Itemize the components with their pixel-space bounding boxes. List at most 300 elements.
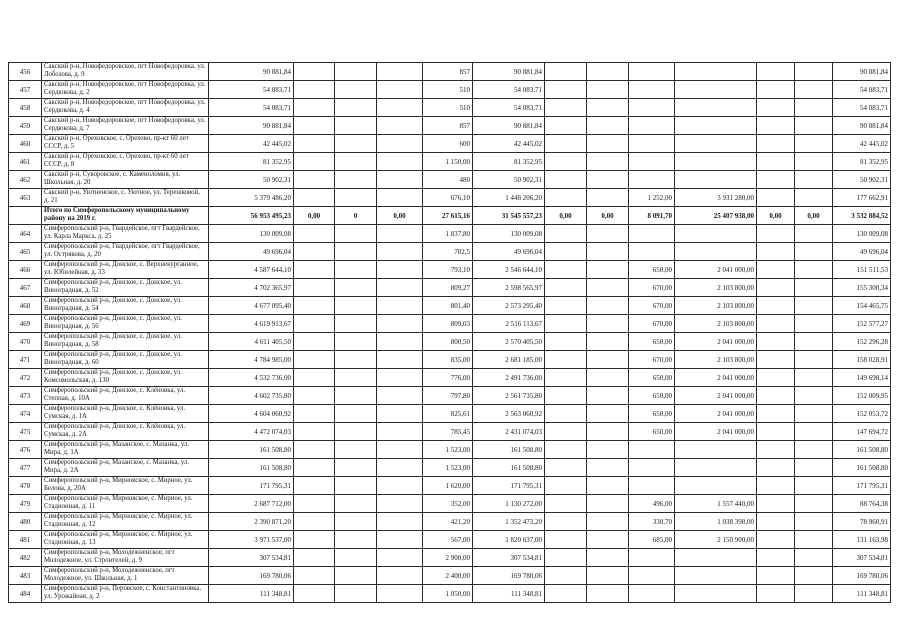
row-number-cell: 463 — [9, 189, 42, 207]
row-number-cell: 476 — [9, 441, 42, 459]
value-cell-c6: 161 508,80 — [473, 441, 545, 459]
value-cell-c7 — [545, 135, 587, 153]
value-cell-c11 — [757, 441, 795, 459]
value-cell-c6: 2 573 295,40 — [473, 297, 545, 315]
value-cell-c9 — [629, 441, 675, 459]
value-cell-c8 — [587, 441, 629, 459]
row-number-cell: 461 — [9, 153, 42, 171]
value-cell-c3: 0 — [335, 207, 377, 225]
table-row — [9, 297, 891, 315]
value-cell-c5: 809,27 — [423, 279, 473, 297]
value-cell-c1: 4 619 913,67 — [209, 315, 294, 333]
value-cell-c5: 510 — [423, 81, 473, 99]
value-cell-c10: 2 103 800,00 — [675, 279, 757, 297]
value-cell-c1: 90 881,84 — [209, 117, 294, 135]
value-cell-c4 — [377, 513, 423, 531]
value-cell-c2 — [294, 153, 335, 171]
value-cell-c9: 670,00 — [629, 279, 675, 297]
value-cell-c4 — [377, 225, 423, 243]
value-cell-c10 — [675, 135, 757, 153]
value-cell-c11 — [757, 135, 795, 153]
value-cell-c4 — [377, 567, 423, 585]
value-cell-c1: 4 677 095,40 — [209, 297, 294, 315]
value-cell-c9 — [629, 459, 675, 477]
value-cell-c3 — [335, 135, 377, 153]
table-row — [9, 63, 891, 81]
value-cell-c11 — [757, 225, 795, 243]
table-row — [9, 369, 891, 387]
value-cell-c12 — [795, 243, 833, 261]
value-cell-c5: 1 620,00 — [423, 477, 473, 495]
row-number-cell: 459 — [9, 117, 42, 135]
value-cell-c8 — [587, 495, 629, 513]
row-number-cell: 477 — [9, 459, 42, 477]
value-cell-c7 — [545, 351, 587, 369]
value-cell-c2 — [294, 189, 335, 207]
value-cell-c5: 825,61 — [423, 405, 473, 423]
value-cell-c13: 307 534,81 — [833, 549, 891, 567]
value-cell-c7 — [545, 567, 587, 585]
value-cell-c11 — [757, 531, 795, 549]
value-cell-c4 — [377, 441, 423, 459]
value-cell-c8 — [587, 135, 629, 153]
value-cell-c9: 8 091,70 — [629, 207, 675, 225]
value-cell-c1: 307 534,81 — [209, 549, 294, 567]
value-cell-c5: 352,00 — [423, 495, 473, 513]
row-number-cell: 481 — [9, 531, 42, 549]
value-cell-c1: 4 784 985,00 — [209, 351, 294, 369]
value-cell-c3 — [335, 423, 377, 441]
value-cell-c7 — [545, 81, 587, 99]
value-cell-c6: 50 902,31 — [473, 171, 545, 189]
value-cell-c9 — [629, 549, 675, 567]
value-cell-c6: 307 534,81 — [473, 549, 545, 567]
value-cell-c8 — [587, 243, 629, 261]
value-cell-c8 — [587, 171, 629, 189]
value-cell-c6: 2 431 074,03 — [473, 423, 545, 441]
value-cell-c5: 702,5 — [423, 243, 473, 261]
data-table — [8, 62, 891, 603]
value-cell-c7 — [545, 441, 587, 459]
value-cell-c7 — [545, 423, 587, 441]
value-cell-c8 — [587, 333, 629, 351]
value-cell-c4 — [377, 243, 423, 261]
value-cell-c4 — [377, 369, 423, 387]
value-cell-c8 — [587, 99, 629, 117]
value-cell-c2 — [294, 423, 335, 441]
value-cell-c9 — [629, 171, 675, 189]
value-cell-c6: 1 820 637,00 — [473, 531, 545, 549]
row-number-cell: 465 — [9, 243, 42, 261]
row-number-cell: 472 — [9, 369, 42, 387]
table-row — [9, 351, 891, 369]
value-cell-c9: 670,00 — [629, 315, 675, 333]
value-cell-c3 — [335, 99, 377, 117]
value-cell-c4 — [377, 261, 423, 279]
value-cell-c10 — [675, 441, 757, 459]
value-cell-c4 — [377, 153, 423, 171]
value-cell-c13: 42 445,02 — [833, 135, 891, 153]
value-cell-c8 — [587, 279, 629, 297]
value-cell-c12 — [795, 405, 833, 423]
value-cell-c3 — [335, 225, 377, 243]
value-cell-c1: 4 611 405,50 — [209, 333, 294, 351]
value-cell-c1: 54 083,71 — [209, 81, 294, 99]
value-cell-c4 — [377, 279, 423, 297]
value-cell-c7 — [545, 297, 587, 315]
address-cell: Сакский р-н, Новофедоровское, пгт Новофедоровка, ул. Сердюкова, д. 2 — [42, 81, 209, 99]
value-cell-c13: 161 508,80 — [833, 459, 891, 477]
value-cell-c10 — [675, 171, 757, 189]
value-cell-c11 — [757, 117, 795, 135]
table-row — [9, 243, 891, 261]
value-cell-c1: 50 902,31 — [209, 171, 294, 189]
value-cell-c10 — [675, 477, 757, 495]
value-cell-c5: 600 — [423, 135, 473, 153]
value-cell-c3 — [335, 441, 377, 459]
table-row — [9, 153, 891, 171]
address-cell: Симферопольский р-н, Мирновское, с. Мирное, ул. Стадионная, д. 12 — [42, 513, 209, 531]
value-cell-c2 — [294, 495, 335, 513]
value-cell-c11 — [757, 81, 795, 99]
row-number-cell: 464 — [9, 225, 42, 243]
value-cell-c7 — [545, 171, 587, 189]
value-cell-c5: 809,03 — [423, 315, 473, 333]
value-cell-c6: 171 795,31 — [473, 477, 545, 495]
value-cell-c11 — [757, 333, 795, 351]
value-cell-c12 — [795, 567, 833, 585]
address-cell: Симферопольский р-н, Донское, с. Донское, ул. Комсомольская, д. 130 — [42, 369, 209, 387]
value-cell-c8 — [587, 63, 629, 81]
value-cell-c8 — [587, 459, 629, 477]
value-cell-c2 — [294, 171, 335, 189]
table-row — [9, 387, 891, 405]
value-cell-c13: 161 508,80 — [833, 441, 891, 459]
value-cell-c8 — [587, 81, 629, 99]
table-row — [9, 549, 891, 567]
scan-artifacts — [0, 598, 905, 618]
value-cell-c11 — [757, 171, 795, 189]
value-cell-c5: 835,00 — [423, 351, 473, 369]
value-cell-c13: 147 694,72 — [833, 423, 891, 441]
row-number-cell: 483 — [9, 567, 42, 585]
value-cell-c2 — [294, 513, 335, 531]
address-cell: Симферопольский р-н, Мазанское, с. Мазанка, ул. Мира, д. 1А — [42, 441, 209, 459]
row-number-cell — [9, 207, 42, 225]
value-cell-c11 — [757, 369, 795, 387]
value-cell-c3 — [335, 531, 377, 549]
value-cell-c13: 152 053,72 — [833, 405, 891, 423]
value-cell-c13: 88 764,38 — [833, 495, 891, 513]
total-row — [9, 207, 891, 225]
value-cell-c7 — [545, 243, 587, 261]
table-row — [9, 135, 891, 153]
value-cell-c3 — [335, 405, 377, 423]
value-cell-c6: 90 881,84 — [473, 63, 545, 81]
value-cell-c7 — [545, 99, 587, 117]
value-cell-c13: 90 881,84 — [833, 63, 891, 81]
value-cell-c5: 1 523,00 — [423, 459, 473, 477]
address-cell: Симферопольский р-н, Донское, с. Донское, ул. Виноградная, д. 60 — [42, 351, 209, 369]
value-cell-c10: 2 103 800,00 — [675, 351, 757, 369]
address-cell: Сакский р-н, Новофедоровское, пгт Новофедоровка, ул. Сердюкова, д. 7 — [42, 117, 209, 135]
value-cell-c4 — [377, 315, 423, 333]
value-cell-c12 — [795, 63, 833, 81]
value-cell-c11 — [757, 477, 795, 495]
value-cell-c13: 3 532 884,52 — [833, 207, 891, 225]
value-cell-c6: 169 780,06 — [473, 567, 545, 585]
value-cell-c6: 2 563 060,92 — [473, 405, 545, 423]
value-cell-c7 — [545, 459, 587, 477]
value-cell-c9: 650,00 — [629, 369, 675, 387]
value-cell-c10 — [675, 99, 757, 117]
value-cell-c9 — [629, 117, 675, 135]
value-cell-c6: 2 546 644,10 — [473, 261, 545, 279]
value-cell-c13: 111 348,81 — [833, 585, 891, 603]
value-cell-c7 — [545, 477, 587, 495]
value-cell-c13: 130 009,08 — [833, 225, 891, 243]
value-cell-c13: 78 960,91 — [833, 513, 891, 531]
value-cell-c12 — [795, 135, 833, 153]
value-cell-c11 — [757, 243, 795, 261]
table-row — [9, 567, 891, 585]
value-cell-c13: 152 296,28 — [833, 333, 891, 351]
value-cell-c5: 2 900,00 — [423, 549, 473, 567]
value-cell-c3 — [335, 369, 377, 387]
row-number-cell: 482 — [9, 549, 42, 567]
value-cell-c2 — [294, 117, 335, 135]
row-number-cell: 466 — [9, 261, 42, 279]
value-cell-c5: 776,00 — [423, 369, 473, 387]
value-cell-c2 — [294, 135, 335, 153]
value-cell-c2 — [294, 477, 335, 495]
row-number-cell: 479 — [9, 495, 42, 513]
value-cell-c9 — [629, 243, 675, 261]
value-cell-c6: 2 681 185,00 — [473, 351, 545, 369]
value-cell-c2 — [294, 63, 335, 81]
address-cell: Симферопольский р-н, Донское, с. Донское, ул. Виноградная, д. 56 — [42, 315, 209, 333]
value-cell-c3 — [335, 495, 377, 513]
address-cell: Симферопольский р-н, Донское, с. Донское, ул. Виноградная, д. 58 — [42, 333, 209, 351]
value-cell-c12 — [795, 369, 833, 387]
value-cell-c11 — [757, 153, 795, 171]
value-cell-c10: 3 931 280,00 — [675, 189, 757, 207]
value-cell-c4 — [377, 297, 423, 315]
value-cell-c4 — [377, 135, 423, 153]
table-row — [9, 513, 891, 531]
value-cell-c1: 3 971 537,00 — [209, 531, 294, 549]
value-cell-c9: 685,00 — [629, 531, 675, 549]
row-number-cell: 469 — [9, 315, 42, 333]
value-cell-c12 — [795, 477, 833, 495]
value-cell-c3 — [335, 243, 377, 261]
value-cell-c11 — [757, 99, 795, 117]
value-cell-c10: 1 557 440,00 — [675, 495, 757, 513]
value-cell-c10: 2 041 000,00 — [675, 387, 757, 405]
value-cell-c2 — [294, 531, 335, 549]
value-cell-c12 — [795, 261, 833, 279]
value-cell-c11 — [757, 387, 795, 405]
value-cell-c11 — [757, 513, 795, 531]
value-cell-c9 — [629, 567, 675, 585]
value-cell-c9 — [629, 477, 675, 495]
value-cell-c7 — [545, 369, 587, 387]
value-cell-c11 — [757, 567, 795, 585]
value-cell-c1: 81 352,95 — [209, 153, 294, 171]
value-cell-c12 — [795, 441, 833, 459]
value-cell-c4 — [377, 189, 423, 207]
value-cell-c2 — [294, 333, 335, 351]
row-number-cell: 484 — [9, 585, 42, 603]
table-row — [9, 477, 891, 495]
value-cell-c13: 50 902,31 — [833, 171, 891, 189]
table-row — [9, 405, 891, 423]
value-cell-c11 — [757, 423, 795, 441]
value-cell-c7 — [545, 261, 587, 279]
value-cell-c9: 650,00 — [629, 405, 675, 423]
table-row — [9, 81, 891, 99]
value-cell-c6: 1 448 206,20 — [473, 189, 545, 207]
value-cell-c9: 650,00 — [629, 387, 675, 405]
value-cell-c1: 4 604 060,92 — [209, 405, 294, 423]
value-cell-c1: 42 445,02 — [209, 135, 294, 153]
value-cell-c3 — [335, 567, 377, 585]
value-cell-c6: 49 696,04 — [473, 243, 545, 261]
value-cell-c9: 650,00 — [629, 261, 675, 279]
value-cell-c10: 2 041 000,00 — [675, 261, 757, 279]
value-cell-c7 — [545, 531, 587, 549]
value-cell-c9 — [629, 135, 675, 153]
address-cell: Симферопольский р-н, Донское, с. Верхнекурганное, ул. Юбилейная, д. 33 — [42, 261, 209, 279]
value-cell-c1: 49 696,04 — [209, 243, 294, 261]
table-row — [9, 189, 891, 207]
value-cell-c10 — [675, 243, 757, 261]
value-cell-c11 — [757, 297, 795, 315]
address-cell: Сакский р-н, Суворовское, с. Каменоломня, ул. Школьная, д. 20 — [42, 171, 209, 189]
value-cell-c12 — [795, 333, 833, 351]
value-cell-c12 — [795, 117, 833, 135]
table-row — [9, 171, 891, 189]
value-cell-c8 — [587, 351, 629, 369]
value-cell-c7 — [545, 513, 587, 531]
row-number-cell: 458 — [9, 99, 42, 117]
value-cell-c3 — [335, 513, 377, 531]
row-number-cell: 474 — [9, 405, 42, 423]
value-cell-c2 — [294, 369, 335, 387]
value-cell-c13: 90 881,84 — [833, 117, 891, 135]
value-cell-c8 — [587, 423, 629, 441]
row-number-cell: 462 — [9, 171, 42, 189]
value-cell-c13: 151 511,53 — [833, 261, 891, 279]
value-cell-c10 — [675, 153, 757, 171]
value-cell-c12 — [795, 495, 833, 513]
row-number-cell: 473 — [9, 387, 42, 405]
address-cell: Симферопольский р-н, Донское, с. Донское, ул. Виноградная, д. 54 — [42, 297, 209, 315]
value-cell-c5: 1 150,00 — [423, 153, 473, 171]
value-cell-c11 — [757, 279, 795, 297]
value-cell-c5: 567,00 — [423, 531, 473, 549]
value-cell-c8 — [587, 531, 629, 549]
value-cell-c4 — [377, 531, 423, 549]
value-cell-c5: 676,10 — [423, 189, 473, 207]
value-cell-c10: 1 038 398,00 — [675, 513, 757, 531]
value-cell-c3 — [335, 117, 377, 135]
value-cell-c8 — [587, 477, 629, 495]
value-cell-c4 — [377, 405, 423, 423]
row-number-cell: 468 — [9, 297, 42, 315]
table-row — [9, 279, 891, 297]
table-row — [9, 333, 891, 351]
value-cell-c6: 81 352,95 — [473, 153, 545, 171]
value-cell-c9 — [629, 225, 675, 243]
value-cell-c3 — [335, 333, 377, 351]
value-cell-c3 — [335, 63, 377, 81]
value-cell-c1: 130 009,08 — [209, 225, 294, 243]
value-cell-c8 — [587, 567, 629, 585]
value-cell-c2 — [294, 549, 335, 567]
value-cell-c9 — [629, 153, 675, 171]
value-cell-c10: 2 041 000,00 — [675, 405, 757, 423]
address-cell: Сакский р-н, Ореховское, с. Орехово, пр-кт 60 лет СССР, д. 8 — [42, 153, 209, 171]
value-cell-c2 — [294, 99, 335, 117]
value-cell-c5: 2 400,00 — [423, 567, 473, 585]
row-number-cell: 471 — [9, 351, 42, 369]
value-cell-c10: 2 103 800,00 — [675, 297, 757, 315]
value-cell-c13: 152 009,95 — [833, 387, 891, 405]
value-cell-c6: 1 130 272,00 — [473, 495, 545, 513]
value-cell-c1: 4 532 736,00 — [209, 369, 294, 387]
value-cell-c7 — [545, 279, 587, 297]
value-cell-c3 — [335, 81, 377, 99]
value-cell-c3 — [335, 153, 377, 171]
value-cell-c8 — [587, 297, 629, 315]
value-cell-c11 — [757, 261, 795, 279]
table-row — [9, 531, 891, 549]
value-cell-c10: 2 041 000,00 — [675, 333, 757, 351]
table-row — [9, 261, 891, 279]
value-cell-c13: 169 780,06 — [833, 567, 891, 585]
value-cell-c6: 161 508,80 — [473, 459, 545, 477]
value-cell-c10: 2 041 000,00 — [675, 369, 757, 387]
value-cell-c6: 90 881,84 — [473, 117, 545, 135]
value-cell-c6: 2 491 736,00 — [473, 369, 545, 387]
value-cell-c3 — [335, 189, 377, 207]
value-cell-c10: 2 103 800,00 — [675, 315, 757, 333]
address-cell: Симферопольский р-н, Мирновское, с. Мирное, ул. Белова, д. 20А — [42, 477, 209, 495]
address-cell: Симферопольский р-н, Гвардейское, пгт Гвардейское, ул. Карла Маркса, д. 25 — [42, 225, 209, 243]
address-cell: Симферопольский р-н, Молодежненское, пгт Молодежное, ул. Школьная, д. 1 — [42, 567, 209, 585]
value-cell-c3 — [335, 315, 377, 333]
value-cell-c13: 149 698,14 — [833, 369, 891, 387]
value-cell-c12 — [795, 297, 833, 315]
value-cell-c2 — [294, 459, 335, 477]
value-cell-c3 — [335, 387, 377, 405]
value-cell-c7 — [545, 333, 587, 351]
address-cell: Сакский р-н, Новофедоровское, пгт Новофедоровка, ул. Лобозова, д. 9 — [42, 63, 209, 81]
value-cell-c12 — [795, 171, 833, 189]
address-cell: Симферопольский р-н, Мирновское, с. Мирное, ул. Стадионная, д. 13 — [42, 531, 209, 549]
value-cell-c12 — [795, 459, 833, 477]
value-cell-c1: 4 587 644,10 — [209, 261, 294, 279]
value-cell-c4 — [377, 495, 423, 513]
value-cell-c3 — [335, 297, 377, 315]
value-cell-c12 — [795, 513, 833, 531]
table-row — [9, 99, 891, 117]
address-cell: Симферопольский р-н, Перовское, с. Константиновка, ул. Урожайная, д. 2 — [42, 585, 209, 603]
value-cell-c8 — [587, 225, 629, 243]
value-cell-c1: 169 780,06 — [209, 567, 294, 585]
value-cell-c2 — [294, 261, 335, 279]
